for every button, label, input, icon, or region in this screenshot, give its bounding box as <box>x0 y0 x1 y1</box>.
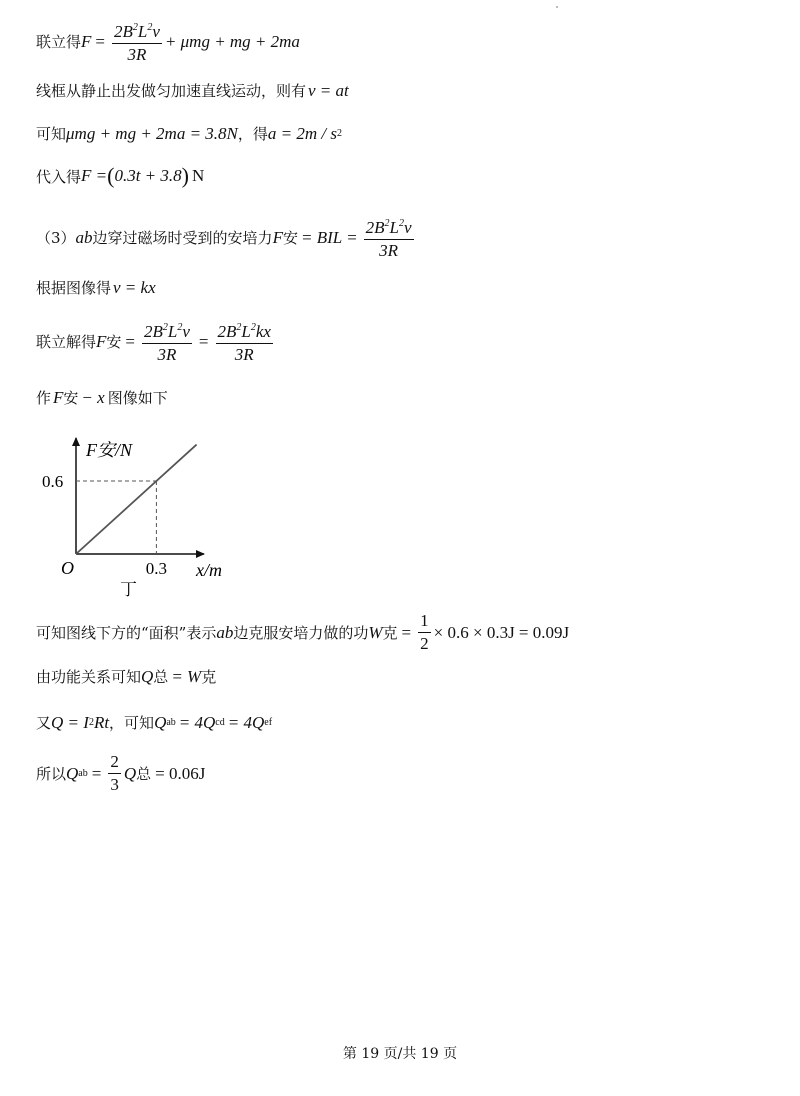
line-1: 联立得 F = $\frac{2B^2L^2v}{3R}$ + μmg + mg + 2ma <box>36 18 300 65</box>
line-11: 又 Q = I 2 Rt ，可知 Q ab = 4Q cd = 4Q ef <box>36 712 273 732</box>
x-axis-label: x/m <box>196 560 222 580</box>
x-tick-label: 0.3 <box>145 559 168 578</box>
data-line <box>76 445 197 554</box>
line-8: 作 F 安 − x 图像如下 <box>36 387 168 407</box>
fraction: $\frac{2B^2L^2v}{3R}$ <box>364 214 414 261</box>
line-2: 线框从静止出发做匀加速直线运动，则有 v = at <box>36 80 349 100</box>
line-4: 代入得 F = ( 0.3t + 3.8 ) N <box>36 163 205 188</box>
line-3: 可知 μmg + mg + 2ma = 3.8N ，得 a = 2m / s 2 <box>36 123 342 143</box>
fraction: $\frac{2}{3}$ <box>110 752 119 794</box>
line-12: 所以 Q ab = $\frac{2}{3}$ Q 总 = 0.06J <box>36 752 206 794</box>
line-5: （3） ab 边穿过磁场时受到的安培力 F 安 = BIL = $\frac{2B^2L^2v}{3R}$ <box>36 214 417 261</box>
line-7: 联立解得 F 安 = $\frac{2B^2L^2v}{3R}$ = $\frac{2B^2L^2kx}{3R}$ <box>36 318 276 365</box>
page-footer: 第 19 页/共 19 页 <box>342 1046 458 1062</box>
y-axis-label: F安/N <box>86 440 133 460</box>
fraction: $\frac{2B^2L^2kx}{3R}$ <box>216 318 273 365</box>
line-10: 由功能关系可知 Q 总 = W 克 <box>36 666 217 686</box>
fraction: $\frac{2B^2L^2v}{3R}$ <box>142 318 192 365</box>
f-x-graph <box>36 432 266 604</box>
figure-caption: 丁 <box>120 580 137 600</box>
origin-label: O <box>61 558 74 578</box>
line-6: 根据图像得 v = kx <box>36 277 156 297</box>
scan-speck <box>556 6 558 8</box>
y-tick-label: 0.6 <box>42 472 64 492</box>
line-9: 可知图线下方的“面积”表示 ab 边克服安培力做的功 W 克 = $\frac{1}{2}$ × 0.6 × 0.3J = 0.09J <box>36 611 570 653</box>
fraction: $\frac{1}{2}$ <box>420 611 429 653</box>
fraction: $\frac{2B^2L^2v}{3R}$ <box>112 18 162 65</box>
